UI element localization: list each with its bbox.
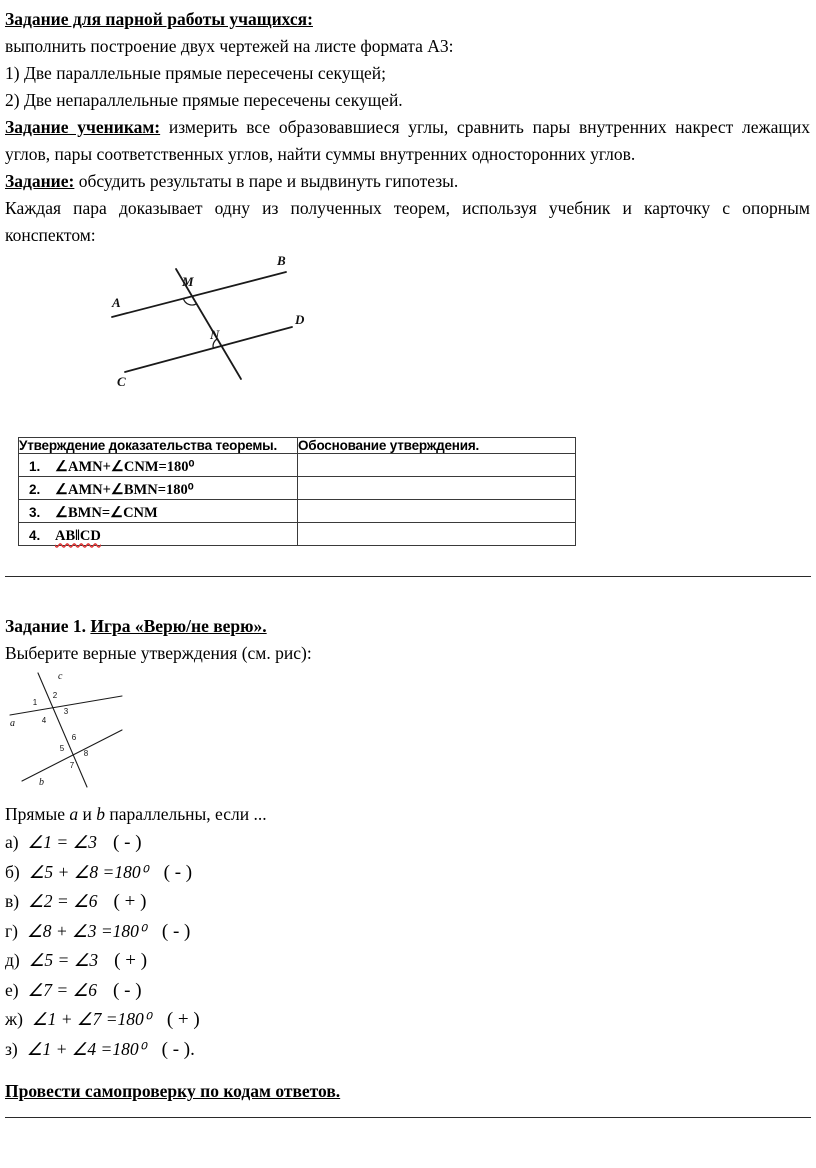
row-formula: ∠AMN+∠CNM=180⁰ [55, 458, 195, 475]
table-row [19, 523, 576, 546]
option-letter: а) [5, 832, 19, 852]
task-paragraph [5, 168, 810, 195]
option-formula: ∠7 = ∠6 [27, 979, 98, 1000]
task-students-text: измерить все образовавшиеся углы, сравнить пары внутренних накрест лежащих углов, пары соответственных углов, найти суммы внутренних односторонних углов. [5, 117, 811, 164]
label-C: C [117, 374, 126, 389]
label-c: c [58, 671, 63, 682]
angle-4: 4 [41, 716, 47, 725]
proof-table [18, 437, 576, 546]
angle-5: 5 [59, 744, 65, 753]
statement-line [5, 801, 810, 828]
statement-var-a: a [69, 804, 79, 824]
task-students-paragraph [5, 114, 810, 168]
task-students-label: Задание ученикам: [5, 117, 161, 137]
angles-svg [8, 669, 128, 791]
option-zh [5, 1005, 810, 1035]
statement-post: параллельны, если ... [109, 804, 267, 824]
task-label: Задание: [5, 171, 75, 191]
task1-title-main: Игра «Верю/не верю». [90, 616, 267, 636]
row-justification [298, 500, 576, 523]
option-answer: ( + ) [113, 891, 147, 912]
parallel-lines-figure [110, 255, 810, 397]
angle-6: 6 [71, 733, 77, 742]
row-formula: ∠BMN=∠CNM [55, 504, 158, 521]
row-number: 3. [29, 504, 41, 520]
option-answer: ( + ) [166, 1009, 200, 1030]
label-b: b [39, 777, 44, 788]
option-formula: ∠5 + ∠8 =180⁰ [28, 861, 148, 882]
statement-pre: Прямые [5, 804, 66, 824]
table-header-justification: Обоснование утверждения. [298, 438, 576, 454]
angle-2: 2 [52, 691, 58, 700]
option-letter: в) [5, 891, 20, 911]
option-answer: ( - ) [163, 861, 193, 883]
row-number: 1. [29, 458, 41, 474]
self-check-text: Провести самопроверку по кодам ответов. [5, 1081, 341, 1101]
option-e [5, 976, 810, 1006]
list-item-2: 2) Две непараллельные прямые пересечены секущей. [5, 90, 403, 110]
option-answer: ( - ) [113, 979, 142, 1001]
label-A: A [112, 295, 121, 310]
option-d [5, 946, 810, 976]
label-M: M [182, 274, 194, 289]
row-justification [298, 523, 576, 546]
option-z [5, 1035, 810, 1065]
row-number: 4. [29, 527, 41, 543]
pair-paragraph: Каждая пара доказывает одну из полученных теорем, используя учебник и карточку с опорным конспектом: [5, 198, 810, 245]
angle-3: 3 [63, 707, 69, 716]
horizontal-rule-bottom [5, 1117, 811, 1118]
label-D: D [295, 312, 305, 327]
row-formula: ∠AMN+∠BMN=180⁰ [55, 481, 194, 498]
self-check-line [5, 1078, 810, 1105]
option-letter: ж) [5, 1009, 23, 1029]
option-formula: ∠1 = ∠3 [27, 832, 98, 852]
option-formula: ∠1 + ∠4 =180⁰ [26, 1038, 146, 1059]
option-answer: ( - ). [161, 1038, 195, 1060]
row-formula: AB‖CD [55, 527, 101, 544]
option-answer: ( - ) [161, 920, 191, 942]
row-number: 2. [29, 481, 41, 497]
intro-line1: выполнить построение двух чертежей на листе формата А3: [5, 36, 454, 56]
task1-title-prefix: Задание 1. [5, 616, 87, 636]
line-CD [125, 327, 292, 372]
option-letter: е) [5, 979, 19, 1000]
option-a [5, 828, 810, 858]
label-a: a [10, 718, 15, 729]
list-item-1: 1) Две параллельные прямые пересечены секущей; [5, 63, 387, 83]
table-header-row [19, 438, 576, 454]
option-answer: ( + ) [114, 950, 148, 971]
option-letter: д) [5, 950, 20, 970]
option-g [5, 917, 810, 947]
option-formula: ∠8 + ∠3 =180⁰ [27, 920, 146, 941]
table-row [19, 500, 576, 523]
option-formula: ∠2 = ∠6 [28, 891, 98, 911]
angle-1: 1 [32, 698, 38, 707]
option-letter: б) [5, 861, 20, 882]
statement-var-b: b [96, 804, 106, 824]
horizontal-rule [5, 576, 811, 577]
table-header-statement: Утверждение доказательства теоремы. [19, 438, 298, 454]
label-N: N [210, 327, 220, 342]
option-formula: ∠1 + ∠7 =180⁰ [31, 1009, 151, 1029]
parallel-lines-svg [110, 255, 310, 395]
statement-conj: и [82, 804, 92, 824]
angles-figure [8, 669, 810, 791]
option-answer: ( - ) [113, 832, 142, 853]
task-text: обсудить результаты в паре и выдвинуть гипотезы. [78, 171, 459, 191]
option-v [5, 887, 810, 917]
row-justification [298, 454, 576, 477]
option-b [5, 858, 810, 888]
angle-7: 7 [69, 761, 75, 770]
line-AB [112, 272, 286, 317]
page-title: Задание для парной работы учащихся: [5, 9, 313, 29]
option-formula: ∠5 = ∠3 [28, 950, 99, 970]
task1-subtitle: Выберите верные утверждения (см. рис): [5, 643, 312, 663]
angle-8: 8 [83, 749, 89, 758]
table-row [19, 454, 576, 477]
option-letter: з) [5, 1038, 18, 1059]
line-c-transversal [38, 673, 87, 787]
row-justification [298, 477, 576, 500]
option-letter: г) [5, 920, 19, 941]
intro-title-line [5, 6, 810, 33]
table-row [19, 477, 576, 500]
task1-title [5, 613, 810, 640]
label-B: B [277, 255, 286, 268]
